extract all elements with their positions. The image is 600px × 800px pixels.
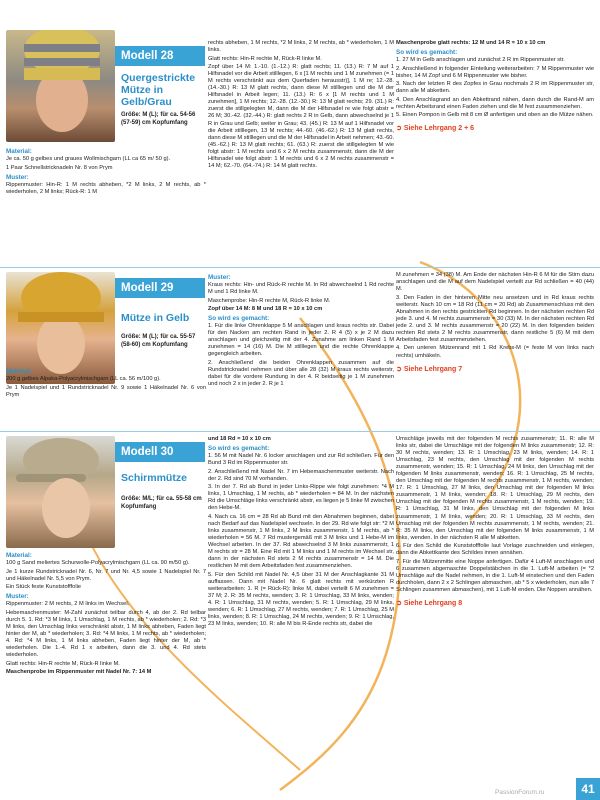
hat-yellow-grey-illustration	[6, 30, 115, 142]
instructions-column-2	[208, 436, 394, 630]
step: 3. In der 7. Rd ab Bund in jeder Links-Rippe wie folgt zunehmen: *4 M links, 1 Umschlag, 1 M rechts, ab * wiederholen = 84 M. In der nächsten Rd die Umschläge links verschränkt abstr, es liegen je 5 linke M zwischen den Hebe-M.	[208, 484, 394, 512]
step: 5. Einen Pompon in Gelb mit 8 cm Ø anfertigen und oben an die Mütze nähen.	[396, 112, 594, 119]
paragraph: Zopf über 14 M: 8 M und 18 R = 10 x 10 cm	[208, 306, 323, 313]
material-block	[6, 366, 206, 400]
step: 6. Für den Schild die Kunststofffolie laut Vorlage zuschneiden und einlegen, dann die Abkettkante des Schildes innen annähen.	[396, 543, 594, 557]
muster-text: Rippenmuster: Hin-R: 1 M rechts abheben, *2 M links, 2 M rechts, ab * wiederholen, 2 M links; Rück-R: 1 M	[6, 181, 206, 195]
muster-text: Rippenmuster: 2 M rechts, 2 M links im Wechsel.	[6, 601, 130, 608]
muster-heading: Muster:	[208, 274, 231, 281]
material-text: 100 g Sand meliertes Schurwolle-Polyacrylmischgarn (LL ca. 90 m/50 g).	[6, 560, 190, 567]
page-number: 41	[576, 778, 600, 800]
step: 7. Für die Mützenmitte eine Noppe anfertigen. Dafür 4 Luft-M anschlagen und 6 zusammen abgemaschte Doppelstäbchen in die 1. Luft-M arbeiten (= *2 Umschläge auf die Nadel nehmen, in die 1. Luft-M einstechen und den Faden durchholen, dann 2 x 2 Schlingen abmaschen, ab * 5 x wiederholen, nun alle 7 Schlingen zusammen abmaschen), mit 1 Luft-M enden. Die Noppen annähen.	[396, 558, 594, 593]
instructions-column-2	[208, 40, 394, 171]
material-heading: Material:	[6, 148, 32, 155]
step: 1. 27 M in Gelb anschlagen und zunächst 2 R im Rippenmuster str.	[396, 57, 565, 64]
muster-text: Maschenprobe im Rippenmuster mit Nadel Nr. 7: 14 M	[6, 669, 152, 676]
paragraph: Maschenprobe: Hin-R rechte M, Rück-R linke M.	[208, 297, 331, 304]
material-text-2: 1 Paar Schnellstricknadeln Nr. 8 von Prym	[6, 164, 113, 171]
step: Umschläge jeweils mit der folgenden M rechts zusammenstr; 11. R: alle M links str, dabei die Umschläge mit der folgenden M links zusammenstr; 12. R: 30 M rechts, wenden; 13. R: 1 Umschlag, 23 M links, wenden; 14. R: 1 Umschlag, 23 M rechts, den Umschlag mit der folgenden M rechts zusammenstr, wenden; 15. R: 1 Umschlag, 24 M links, den Umschlag mit der folgenden M links zusammenstr, wenden; 16. R: 1 Umschlag, 25 M rechts, den Umschlag mit der folgenden M rechts zusammenstr, 1 M rechts, wenden; 17. R: 1 Umschlag, 27 M links, den Umschlag mit der folgenden M links zusammenstr, 1 M links, wenden; 18. R: 1 Umschlag, 29 M rechts, den Umschlag mit der folgenden M rechts zusammenstr, 1 M rechts, wenden; 19. R: 1 Umschlag, 31 M links, den Umschlag mit der folgenden M links zusammenstr, 1 M links, wenden; 20. R: 1 Umschlag, 33 M rechts, den Umschlag mit der folgenden M rechts zusammenstr, 1 M rechts, wenden; 21. R: 35 M links, den Umschlag mit der folgenden M links zusammenstr, 1 M links, wenden. In der nächsten R alle M abketten.	[396, 436, 594, 541]
material-block	[6, 550, 206, 678]
gauge-text: und 18 Rd = 10 x 10 cm	[208, 436, 271, 442]
instructions-column-3	[396, 272, 594, 373]
section-divider	[0, 431, 600, 432]
cap-illustration	[6, 436, 115, 548]
steps-heading: So wird es gemacht:	[208, 315, 270, 323]
material-heading: Material:	[6, 552, 32, 559]
lehrgang-link[interactable]: ➲ Siehe Lehrgang 8	[396, 600, 463, 608]
section-divider	[0, 267, 600, 268]
muster-text: Hebemaschenmuster: M-Zahl zunächst teilbar durch 4, ab der 2. Rd teilbar durch 5. 1. Rd: *3 M links, 1 Umschlag, 1 M rechts, ab * wiederholen; 2. Rd: *3 M links, den Umschlag links verschränkt abstr, 1 M links abheben, Faden liegt hinter der M, ab * wiederholen; 3. Rd: *4 M links, 1 M rechts, ab * wiederholen; 4. Rd: *4 M links, 1 M links abheben, Faden liegt hinter der M, ab * wiederholen. Die 1.-4. Rd 1 x arbeiten, dann die 3. und 4. Rd stets wiederholen.	[6, 609, 206, 659]
step: 1. Für die linke Ohrenklappe 5 M anschlagen und kraus rechts str. Dabei für den Nacken am rechten Rand in jeder 2. R 4 (5) x je 2 M dazu anschlagen und gleichzeitig mit der 4. Zunahme am linken Rand 1 M zunehmen = 14 (16) M. Die M stilllegen und die rechte Ohrenklappe gegengleich arbeiten.	[208, 323, 394, 358]
steps-heading: So wird es gemacht:	[396, 49, 458, 57]
model-title: Schirmmütze	[121, 472, 187, 484]
lehrgang-link[interactable]: ➲ Siehe Lehrgang 7	[396, 365, 463, 373]
photo-modell-30	[6, 436, 115, 548]
step: 4. Den unteren Mützenrand mit 1 Rd Krebs-M (= feste M von links nach rechts) umhäkeln.	[396, 345, 594, 359]
paragraph: Zopf über 14 M: 1.-10. (1.-12.) R: glatt rechts; 11. (13.) R: 7 M auf 1 Hilfsnadel vor die Arbeit stilllegen, 6 x [1 M rechts und 1 M zunehmen (= 1 M rechts verschränkt aus dem Querfaden herausstr)], 1 M re; 12.-28. (14.-30.) R: 13 M glatt rechts, dann diese M stilllegen und die M der Hilfsnadel in Arbeit legen; 11. (13.) R: 6 x [1 M rechts und 1 M zunehmen], 1 M rechts; 12.-28. (12.-30.) R: 13 M glatt rechts; 29. (31.) R: zuerst die stillgelegten M, dann die M der Hilfsnadel re wie folgt abstr = 26 M; 30.-42. (32.-44.) R: glatt rechts 2 R in Gelb, dann abwechselnd je 1 R in Grau und Gelb; weiter in Grau; 43. (45.) R: 13 M auf 1 Hilfsnadel vor die Arbeit stilllegen, 13 M rechts; 44.-60. (46.-62.) R: 13 M glatt rechts, dann diese M stilllegen und die M der Hilfsnadel in Arbeit nehmen; 43.-60. (45.-62.) R: 13 M glatt rechts; 61. (63.) R: zuerst die stillgelegten M wie folgt abstr: 1 M rechts und 6 x 2 M rechts zusammenstr, dann die M der Hilfsnadel wie folgt abstr: 1 M rechts und 6 x 2 M rechts zusammenstr = 14 M; 62.-70. (64.-74.) R: 14 M glatt rechts.	[208, 64, 394, 169]
step: 3. Den Faden in der hinteren Mitte neu ansetzen und in Rd kraus rechts weiterstr. Nach 10 cm = 18 Rd (11 cm = 20 Rd) ab Zusammenschluss mit den Abnahmen in den rechts gestrickten Rd beginnen. In der nächsten rechten Rd jede 3. und 4. M rechts zusammenstr = 30 (33) M. In der nächsten rechten Rd jede 2. und 3. M rechts zusammenstr = 20 (22) M. In den folgenden beiden rechten Rd stets 2 M rechts zusammenstr, dann restliche 5 (6) M mit dem Arbeitsfaden fest zusammenziehen.	[396, 294, 594, 343]
muster-text: Glatt rechts: Hin-R rechte M, Rück-R linke M.	[6, 660, 120, 667]
modell-28-section	[0, 0, 600, 266]
model-badge: Modell 28	[115, 46, 205, 66]
modell-30-section	[0, 434, 600, 800]
instructions-column-2	[208, 272, 394, 390]
photo-modell-28	[6, 30, 115, 142]
paragraph: Kraus rechts: Hin- und Rück-R rechte M. In Rd abwechselnd 1 Rd rechte M und 1 Rd linke M.	[208, 282, 394, 296]
material-block	[6, 146, 206, 197]
material-text: 200 g gelbes Alpaka-Polyacrylmischgarn (LL ca. 56 m/100 g).	[6, 376, 161, 383]
step: M zunehmen = 34 (38) M. Am Ende der nächsten Hin-R 6 M für die Stirn dazu anschlagen und die M auf dem Nadelspiel verteilt zur Rd schließen = 40 (44) M.	[396, 272, 594, 293]
lehrgang-text: Siehe Lehrgang 7	[403, 365, 463, 373]
step: 2. Anschließend in folgender Einteilung weiterarbeiten: 7 M Rippenmuster wie bisher, 14 M Zopf und 6 M Rippenmuster wie bisher.	[396, 65, 594, 79]
muster-heading: Muster:	[6, 173, 29, 181]
step: 1. 56 M mit Nadel Nr. 6 locker anschlagen und zur Rd schließen. Für den Bund 3 Rd im Rippenmuster str.	[208, 453, 394, 467]
lehrgang-text: Siehe Lehrgang 8	[403, 600, 463, 608]
step: 4. Nach ca. 16 cm = 28 Rd ab Bund mit den Abnahmen beginnen, dabei nach Bedarf auf das Nadelspiel wechseln. In der 29. Rd wie folgt str: *2 M links zusammenstr, 1 M links, 2 M links zusammenstr, 1 M rechts, ab * wiederholen = 56 M. 7 Rd mustergemäß mit 3 M links und 1 Hebe-M im Wechsel arbeiten. In der 37. Rd abwechselnd 3 M links zusammenstr, 1 M rechts str = 28 M. Eine Rd mit 1 M links und 1 M rechts im Wechsel str, dann in der nächsten Rd stets 2 M rechts zusammenstr = 14 M. Die restlichen M mit dem Arbeitsfaden fest zusammenziehen.	[208, 513, 394, 570]
size-info: Größe: M/L; für ca. 55-58 cm Kopfumfang	[121, 496, 202, 510]
instructions-column-3	[396, 40, 594, 133]
lehrgang-text: Siehe Lehrgang 2 + 6	[403, 125, 475, 133]
material-text: Je ca. 50 g gelbes und graues Wollmischgarn (LL ca 65 m/ 50 g).	[6, 156, 171, 163]
muster-heading: Muster:	[6, 593, 29, 601]
step: 2. Anschließend mit Nadel Nr. 7 im Hebemaschenmuster weiterstr. Nach der 2. Rd sind 70 M vorhanden.	[208, 468, 394, 482]
lehrgang-link[interactable]: ➲ Siehe Lehrgang 2 + 6	[396, 125, 475, 133]
instructions-column-3	[396, 436, 594, 607]
step: 5. Für den Schild mit Nadel Nr. 4,5 über 31 M der Anschlagkante 31 M auffassen. Dann mit Nadel Nr. 6 glatt rechts mit verkürzten R weiterarbeiten: 1. R (= Rück-R): linke M, dabei verteilt 6 M zunehmen = 37 M; 2. R: 35 M rechts, wenden; 3. R: 1 Umschlag, 33 M links, wenden; 4. R: 1 Umschlag, 31 M rechts, wenden; 5. R: 1 Umschlag, 29 M links, wenden; 6. R: 1 Umschlag, 27 M rechts, wenden; 7. R: 1 Umschlag, 25 M links, wenden; 8. R: 1 Umschlag, 24 M rechts, wenden; 9. R: 1 Umschlag, 23 M links, wenden; 10. R: alle M bis R-Ende rechts str, dabei die	[208, 571, 394, 628]
material-text-2: Je 1 kurze Rundstricknadel Nr. 6, Nr. 7 und Nr. 4,5 sowie 1 Nadelspiel Nr. 7 und Häkelnadel Nr. 5,5 von Prym.	[6, 568, 206, 582]
gauge-text: Maschenprobe glatt rechts: 12 M und 14 R = 10 x 10 cm	[396, 40, 546, 46]
model-title: Mütze in Gelb	[121, 312, 190, 324]
step: 4. Den Anschlagrand an den Abkettrand nähen, dann durch die Rand-M am rechten Arbeitsrand einen Faden ziehen und die M fest zusammenziehen.	[396, 96, 594, 110]
watermark: PassionForum.ru	[495, 789, 545, 796]
modell-29-section	[0, 270, 600, 430]
size-info: Größe: M (L); für ca. 55-57 (58-60) cm Kopfumfang	[121, 334, 196, 348]
paragraph: Glatt rechts: Hin-R rechte M, Rück-R linke M.	[208, 55, 322, 62]
material-heading: Material:	[6, 368, 32, 375]
material-text-3: Ein Stück feste Kunststofffolie	[6, 584, 82, 591]
paragraph: rechts abheben, 1 M rechts, *2 M links, 2 M rechts, ab * wiederholen, 1 M links.	[208, 40, 394, 54]
model-badge: Modell 30	[115, 442, 205, 462]
steps-heading: So wird es gemacht:	[208, 445, 270, 453]
step: 3. Nach der letzten R des Zopfes in Grau nochmals 2 R im Rippenmuster str, dann alle M abketten.	[396, 81, 594, 95]
material-text-2: Je 1 Nadelspiel und 1 Rundstricknadel Nr. 9 sowie 1 Häkelnadel Nr. 6 von Prym	[6, 384, 206, 398]
step: 2. Anschließend die beiden Ohrenklappen zusammen auf die Rundstricknadel nehmen und über alle 28 (32) M kraus rechts weiterstr, dabei für die vordere Rundung in der 4. R beidseitig je 1 M zunehmen und noch 2 x in jeder 2. R je 1	[208, 360, 394, 388]
size-info: Größe: M (L); für ca. 54-56 (57-59) cm Kopfumfang	[121, 112, 196, 126]
model-title: Quergestrickte Mütze in Gelb/Grau	[121, 72, 196, 108]
model-badge: Modell 29	[115, 278, 205, 298]
